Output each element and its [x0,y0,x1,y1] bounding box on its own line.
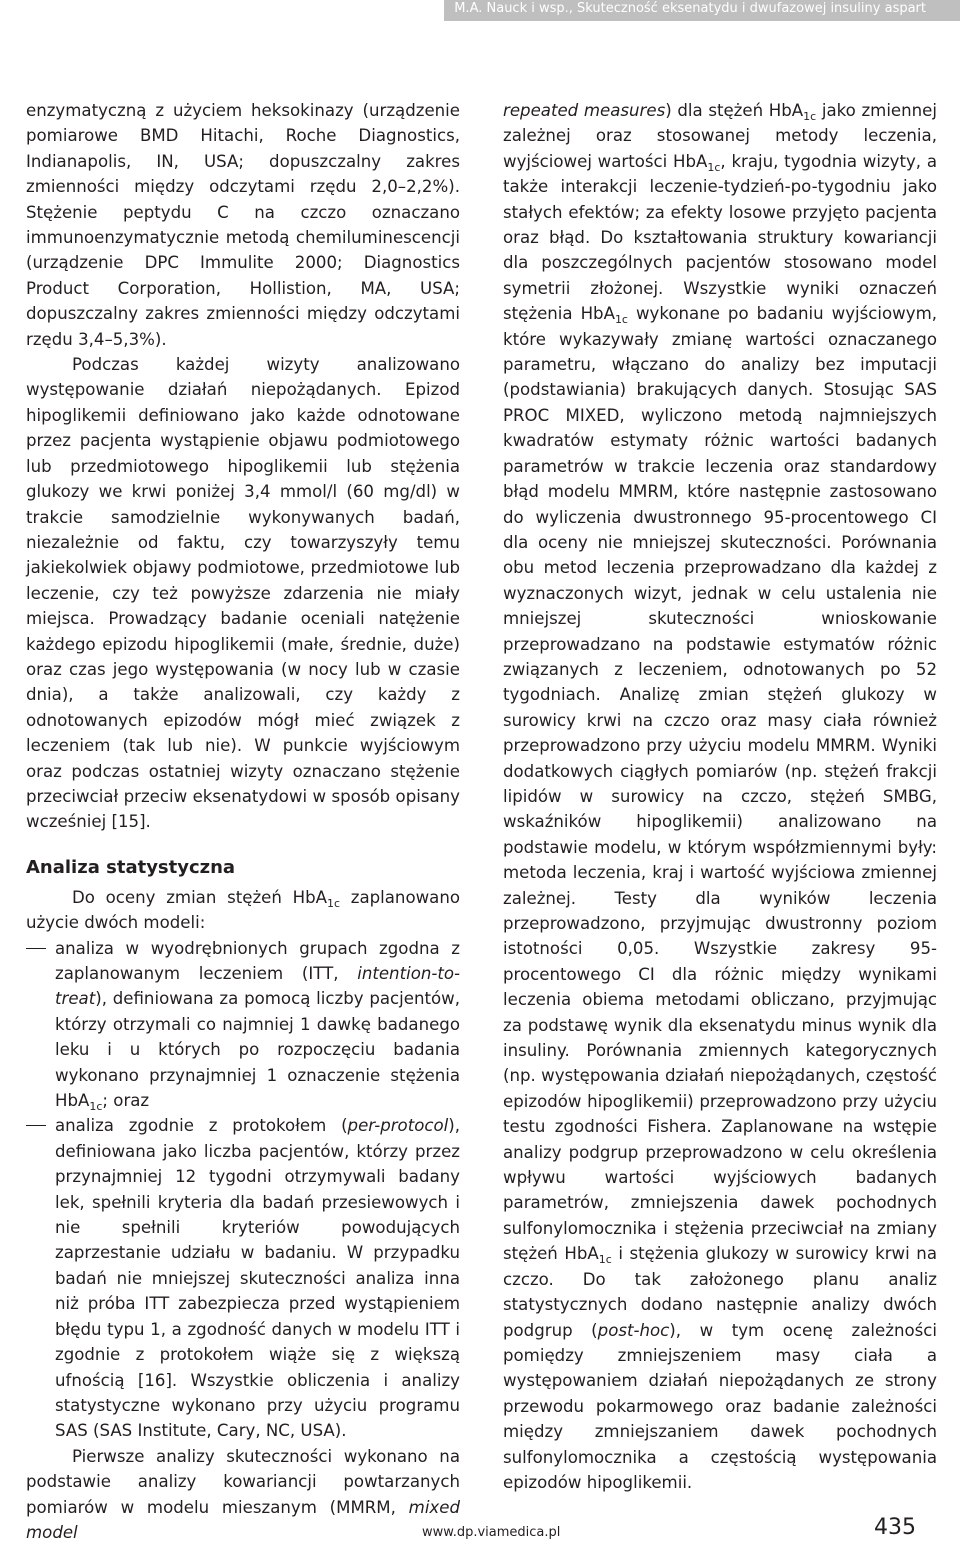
running-header [0,0,960,26]
paragraph-models-intro: Do oceny zmian stężeń HbA$_{1c}$ zaplanowano użycie dwóch modeli: [26,887,461,933]
dash-bullet-icon [26,948,46,949]
paragraph-mmrm-start: Pierwsze analizy skuteczności wykonano na podstawie analizy kowariancji powtarzanych pomiarów w modelu mieszanym (MMRM, mixed model [26,1446,460,1542]
right-column [503,98,937,1495]
dash-bullet-icon [26,1125,46,1126]
section-heading: Analiza statystyczna [26,856,236,878]
list-item-itt: analiza w wyodrębnionych grupach zgodna z zaplanowanym leczeniem (ITT, intention-to-treat), definiowana za pomocą liczby pacjentów, którzy otrzymali co najmniej 1 dawkę badanego leku i u których po rozpoczęciu badania wykonano przynajmniej 1 oznaczenie stężenia HbA$_{1c}$; oraz [26,936,460,1114]
running-title: M.A. Nauck i wsp., Skuteczność eksenatydu i dwufazowej insuliny aspart [444,0,960,21]
paragraph-adverse-events: Podczas każdej wizyty analizowano występowanie działań niepożądanych. Epizod hipoglikemii definiowano jako każde odnotowane przez pacjenta wystąpienie objawu podmiotowego lub przedmiotowego hipoglikemii lub stężenia glukozy we krwi poniżej 3,4 mmol/l (60 mg/dl) w trakcie samodzielnie wykonywanych badań, niezależnie od faktu, czy towarzyszyły temu jakiekolwiek objawy podmiotowe, przedmiotowe lub leczenie, czy też powyższe zdarzenia nie miały miejsca. Prowadzący badanie oceniali natężenie każdego epizodu hipoglikemii (małe, średnie, duże) oraz czas jego występowania (w nocy lub w czasie dnia), a także analizowali, czy każdy z odnotowanych epizodów mógł mieć związek z leczeniem (tak lub nie). W punkcie wyjściowym oraz podczas ostatniej wizyty oznaczano stężenie przeciwciał przeciw eksenatydowi w sposób opisany wcześniej [15]. [26,355,460,832]
list-item-per-protocol: analiza zgodnie z protokołem (per-protocol), definiowana jako liczba pacjentów, którzy przez przynajmniej 12 tygodni otrzymywali badany lek, spełnili kryteria dla badań przesiewowych i nie spełnili kryteriów powodujących zaprzestanie udziału w badaniu. W przypadku badań nie mniejszej skuteczności analiza inna niż próba ITT zabezpiecza przed wystąpieniem błędu typu 1, a zgodność danych w modelu ITT i zgodnie z protokołem wiąże się z większą ufnością [16]. Wszystkie obliczenia i analizy statystyczne wykonano przy użyciu programu SAS (SAS Institute, Cary, NC, USA). [26,1113,460,1443]
paragraph-mmrm-continued: repeated measures) dla stężeń HbA$_{1c}$ jako zmiennej zależnej oraz stosowanej metody leczenia, wyjściowej wartości HbA$_{1c}$, kraju, tygodnia wizyty, a także interakcji leczenie-tydzień-po-tygodniu jako stałych efektów; za efekty losowe przyjęto pacjenta oraz błąd. Do kształtowania struktury kowariancji dla poszczególnych pacjentów stosowano model symetrii złożonej. Wszystkie wyniki oznaczeń stężenia HbA$_{1c}$ wykonane po badaniu wyjściowym, które wykazywały zmianę wartości oznaczanego parametru, włączano do analizy bez imputacji (podstawiania) brakujących danych. Stosując SAS PROC MIXED, wyliczono metodą najmniejszych kwadratów estymaty różnic wartości badanych parametrów w trakcie leczenia oraz standardowy błąd modelu MMRM, które następnie zastosowano do wyliczenia dwustronnego 95-procentowego CI dla oceny nie mniejszej skuteczności. Porównania obu metod leczenia przeprowadzano dla każdej z wyznaczonych wizyt, jednak w celu ustalenia nie mniejszej skuteczności wnioskowanie przeprowadzano na podstawie estymatów różnic związanych z leczeniem, odnotowanych po 52 tygodniach. Analizę zmian stężeń glukozy w surowicy krwi na czczo oraz masy ciała również przeprowadzono przy użyciu modelu MMRM. Wyniki dodatkowych ciągłych pomiarów (np. stężeń frakcji lipidów w surowicy na czczo, stężeń SMBG, wskaźników hipoglikemii) analizowano na podstawie modelu, w którym współzmiennymi były: metoda leczenia, kraj i wartość wyjściowa zmiennej zależnej. Testy dla wyników leczenia przeprowadzono, przyjmując dwustronny poziom istotności 0,05. Wszystkie zakresy 95-procentowego CI dla różnic między wynikami leczenia obiema metodami obliczano, przyjmując za podstawę wynik dla eksenatydu minus wynik dla insuliny. Porównania zmiennych kategorycznych (np. występowania działań niepożądanych, częstość epizodów hipoglikemii) przeprowadzono przy użyciu testu zgodności Fishera. Zaplanowane na wstępie analizy podgrup przeprowadzono w celu określenia wpływu wartości wyjściowych badanych parametrów, zmniejszenia dawek pochodnych sulfonylomocznika i stężenia przeciwciał na zmiany stężeń HbA$_{1c}$ i stężenia glukozy w surowicy krwi na czczo. Do tak założonego planu analiz statystycznych dodano następnie analizy dwóch podgrup (post-hoc), w tym ocenę zależności pomiędzy zmniejszeniem masy ciała a występowaniem działań niepożądanych ze strony przewodu pokarmowego oraz badanie zależności między zmniejszaniem dawek pochodnych sulfonylomocznika a częstością występowania epizodów hipoglikemii. [503,101,938,1492]
left-column [26,98,460,1545]
paragraph-lab-methods: enzymatyczną z użyciem heksokinazy (urządzenie pomiarowe BMD Hitachi, Roche Diagnostics, Indianapolis, IN, USA; dopuszczalny zakres zmienności między odczytami rzędu 2,0–2,2%). Stężenie peptydu C na czczo oznaczano immunoenzymatycznie metodą chemiluminescencji (urządzenie DPC Immulite 2000; Diagnostics Product Corporation, Hollistion, MA, USA; dopuszczalny zakres zmienności między odczytami rzędu 3,4–5,3%). [26,101,460,349]
page-number: 435 [874,1515,916,1540]
footer-url: www.dp.viamedica.pl [422,1525,561,1540]
model-list [26,936,460,1444]
